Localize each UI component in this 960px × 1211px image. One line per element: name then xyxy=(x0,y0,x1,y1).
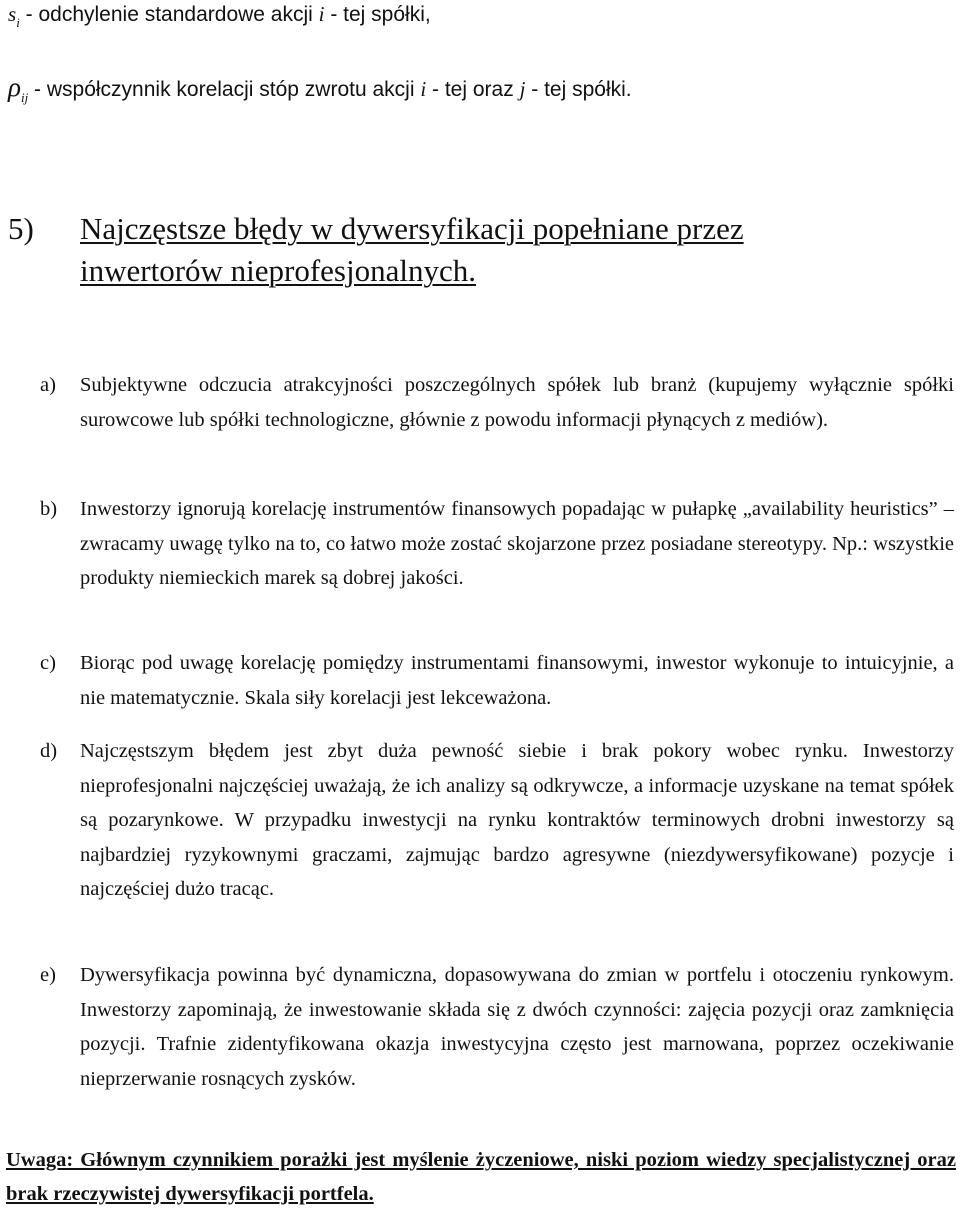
definition-rho-ij xyxy=(8,72,632,106)
list-item-text: Dywersyfikacja powinna być dynamiczna, dopasowywana do zmian w portfelu i otoczeniu rynkowym. Inwestorzy zapominają, że inwestowanie składa się z dwóch czynności: zajęcia pozycji oraz zamknięcia pozycji. Trafnie zidentyfikowana okazja inwestycyjna często jest marnowana, poprzez oczekiwanie nieprzerwanie rosnących zysków. xyxy=(80,964,954,1090)
section-number: 5) xyxy=(8,211,34,246)
list-item-text: Biorąc pod uwagę korelację pomiędzy instrumentami finansowymi, inwestor wykonuje to intuicyjnie, a nie matematycznie. Skala siły korelacji jest lekceważona. xyxy=(80,652,954,709)
definition-text: - tej spółki. xyxy=(525,78,632,101)
symbol-s: s xyxy=(8,2,17,26)
list-item-text: Inwestorzy ignorują korelację instrumentów finansowych popadając w pułapkę „availability heuristics” – zwracamy uwagę tylko na to, co łatwo może zostać skojarzone przez posiadane stereotypy. Np.: wszystkie produkty niemieckich marek są dobrej jakości. xyxy=(80,498,954,589)
definition-text: - współczynnik korelacji stóp zwrotu akcji xyxy=(28,78,421,101)
list-marker: a) xyxy=(40,374,56,396)
subscript-ij: ij xyxy=(20,90,29,105)
section-title: Najczęstsze błędy w dywersyfikacji popełniane przez inwertorów nieprofesjonalnych. xyxy=(80,211,744,288)
definition-text: - tej spółki, xyxy=(324,3,431,26)
variable-j: j xyxy=(519,77,526,101)
list-marker: c) xyxy=(40,652,56,674)
definition-s-i xyxy=(8,2,431,31)
symbol-rho: ρ xyxy=(8,72,21,102)
warning-note: Uwaga: Głównym czynnikiem porażki jest myślenie życzeniowe, niski poziom wiedzy specjalistycznej oraz brak rzeczywistej dywersyfikacji portfela. xyxy=(6,1149,956,1205)
subscript-i: i xyxy=(16,15,20,30)
definition-text: - tej oraz xyxy=(426,78,520,101)
variable-i: i xyxy=(318,2,325,26)
list-item-text: Najczęstszym błędem jest zbyt duża pewność siebie i brak pokory wobec rynku. Inwestorzy nieprofesjonalni najczęściej uważają, że ich analizy są odkrywcze, a informacje uzyskane na temat spółek są pozarynkowe. W przypadku inwestycji na rynku kontraktów terminowych drobni inwestorzy są najbardziej ryzykownymi graczami, zajmując bardzo agresywne (niezdywersyfikowane) pozycje i najczęściej dużo tracąc. xyxy=(80,740,954,900)
definition-text: - odchylenie standardowe akcji xyxy=(19,3,319,26)
variable-i: i xyxy=(420,77,427,101)
list-marker: e) xyxy=(40,964,56,986)
list-item-text: Subjektywne odczucia atrakcyjności poszczególnych spółek lub branż (kupujemy wyłącznie spółki surowcowe lub spółki technologiczne, głównie z powodu informacji płynących z mediów). xyxy=(80,374,954,431)
list-marker: b) xyxy=(40,498,58,520)
list-marker: d) xyxy=(40,740,58,762)
